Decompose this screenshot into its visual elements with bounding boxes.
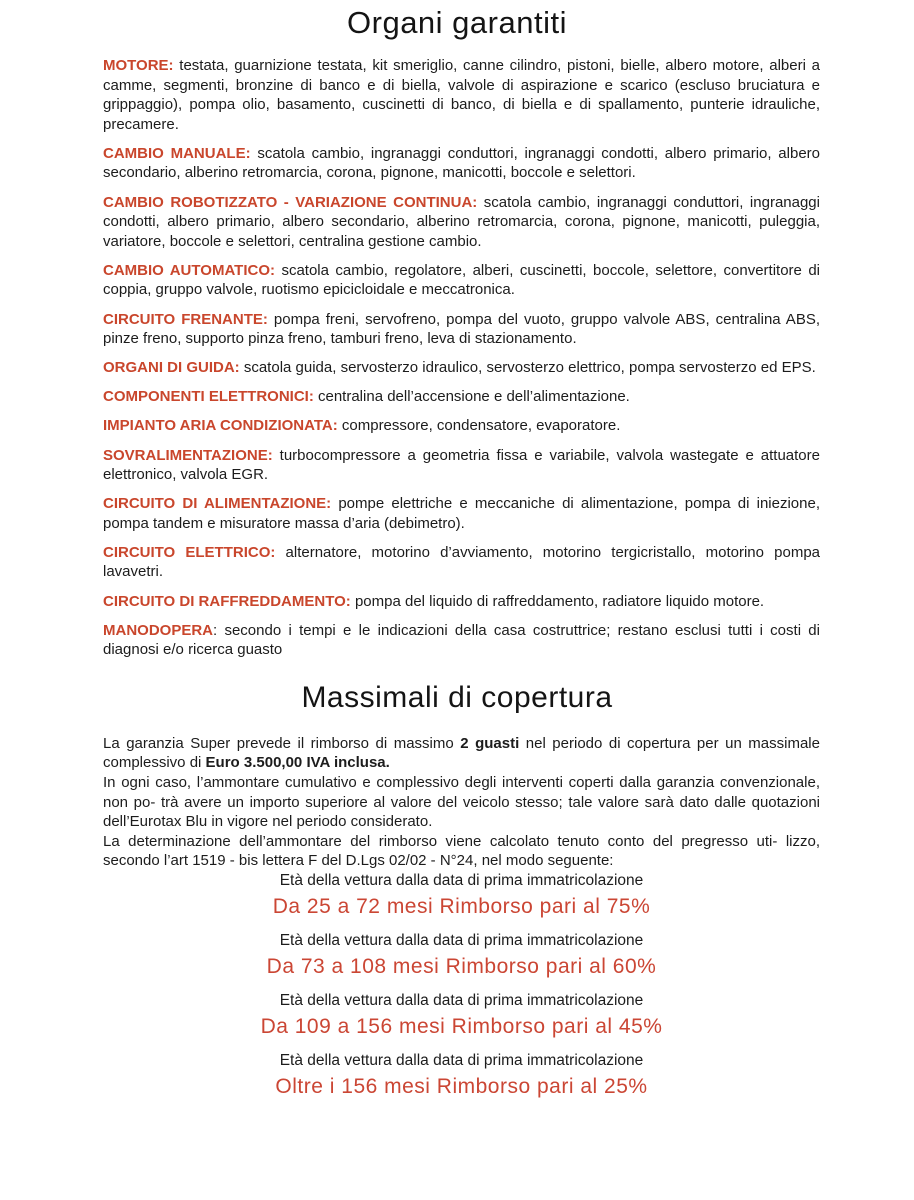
coverage-limits-title: Massimali di copertura <box>301 680 613 714</box>
reimbursement-block <box>103 931 820 980</box>
section-circuito-di-alimentazione <box>103 494 820 533</box>
section-label: CAMBIO MANUALE: <box>103 144 251 162</box>
vehicle-age-label: Età della vettura dalla data di prima immatricolazione <box>279 872 644 889</box>
coverage-paragraph-law-reference: La determinazione dell’ammontare del rimborso viene calcolato tenuto conto del pregresso uti- lizzo, secondo l’art 1519 - bis lettera F del D.Lgs 02/02 - N°24, nel modo seguente: <box>103 832 820 870</box>
section-cambio-robotizzato <box>103 193 820 252</box>
section-motore <box>103 56 820 134</box>
coverage-text: La garanzia Super prevede il rimborso di massimo <box>103 734 461 752</box>
section-label: CIRCUITO FRENANTE: <box>103 310 268 328</box>
organs-title: Organi garantiti <box>347 5 567 40</box>
section-cambio-manuale <box>103 144 820 183</box>
section-circuito-frenante <box>103 310 820 349</box>
section-label: CIRCUITO DI ALIMENTAZIONE: <box>103 495 332 513</box>
coverage-bold-amount: Euro 3.500,00 IVA inclusa. <box>205 754 390 772</box>
section-label: IMPIANTO ARIA CONDIZIONATA: <box>103 417 338 435</box>
section-organi-di-guida <box>103 358 820 378</box>
guaranteed-organs-section <box>0 56 914 660</box>
coverage-bold-claims: 2 guasti <box>460 734 520 752</box>
section-text: centralina dell’accensione e dell’alimentazione. <box>313 388 630 406</box>
vehicle-age-label: Età della vettura dalla data di prima immatricolazione <box>279 932 644 949</box>
coverage-paragraph-vehicle-value: In ogni caso, l’ammontare cumulativo e complessivo degli interventi coperti dalla garanzia convenzionale, non po- trà avere un importo superiore al valore del veicolo stesso; tale valore sarà dato dalle quotazioni dell’Eurotax Blu in vigore nel periodo considerato. <box>103 774 820 831</box>
section-text: scatola cambio, ingranaggi conduttori, ingranaggi condotti, albero primario, albero secondario, alberino retromarcia, corona, pignone, manicotti, puleggia, variatore, boccole e selettori, centralina gestione cambio. <box>103 193 820 250</box>
section-text: pompa del liquido di raffreddamento, radiatore liquido motore. <box>350 592 765 610</box>
reimbursement-value: Da 73 a 108 mesi Rimborso pari al 60% <box>266 955 657 978</box>
section-text: scatola cambio, regolatore, alberi, cuscinetti, boccole, selettore, convertitore di coppia, gruppo valvole, ruotismo epicicloidale e meccatronica. <box>103 261 821 299</box>
section-text: testata, guarnizione testata, kit smeriglio, canne cilindro, pistoni, bielle, albero motore, alberi a camme, segmenti, bronzine di banco e di biella, valvole di aspirazione e scarico (escluso bruciatura e grippaggio), pompa olio, basamento, cuscinetti di banco, di biella e di spallamento, punterie idrauliche, precamere. <box>103 57 820 133</box>
section-label: MOTORE: <box>103 57 174 74</box>
section-circuito-elettrico <box>103 543 820 582</box>
section-label: MANODOPERA <box>103 621 214 639</box>
vehicle-age-label: Età della vettura dalla data di prima immatricolazione <box>279 1052 644 1069</box>
section-text: alternatore, motorino d’avviamento, motorino tergicristallo, motorino pompa lavavetri. <box>103 543 820 581</box>
coverage-limits-section <box>0 734 914 1100</box>
section-sovralimentazione <box>103 446 820 485</box>
section-label: SOVRALIMENTAZIONE: <box>103 446 273 464</box>
section-text: pompa freni, servofreno, pompa del vuoto, gruppo valvole ABS, centralina ABS, pinze freno, supporto pinza freno, tamburi freno, leva di stazionamento. <box>103 310 820 348</box>
section-label: CAMBIO AUTOMATICO: <box>103 261 275 279</box>
reimbursement-value: Oltre i 156 mesi Rimborso pari al 25% <box>275 1075 648 1098</box>
reimbursement-block <box>103 991 820 1040</box>
section-text: scatola cambio, ingranaggi conduttori, ingranaggi condotti, albero primario, albero secondario, alberino retromarcia, corona, pignone, manicotti, boccole e selettori. <box>103 144 821 182</box>
reimbursement-block <box>103 1051 820 1100</box>
section-label: CAMBIO ROBOTIZZATO - VARIAZIONE CONTINUA: <box>103 193 478 211</box>
section-text: pompe elettriche e meccaniche di alimentazione, pompa di iniezione, pompa tandem e misuratore massa d’aria (debimetro). <box>103 495 820 532</box>
section-label: CIRCUITO ELETTRICO: <box>103 543 276 561</box>
coverage-paragraph-max-claims <box>103 734 820 773</box>
section-text: compressore, condensatore, evaporatore. <box>337 417 621 435</box>
reimbursement-value: Da 109 a 156 mesi Rimborso pari al 45% <box>260 1015 663 1038</box>
section-text: scatola guida, servosterzo idraulico, servosterzo elettrico, pompa servosterzo ed EPS. <box>239 359 816 377</box>
section-text: : secondo i tempi e le indicazioni della casa costruttrice; restano esclusi tutti i costi di diagnosi e/o ricerca guasto <box>103 621 820 659</box>
reimbursement-value: Da 25 a 72 mesi Rimborso pari al 75% <box>272 895 651 918</box>
section-componenti-elettronici <box>103 387 820 407</box>
section-manodopera <box>103 621 820 660</box>
vehicle-age-label: Età della vettura dalla data di prima immatricolazione <box>279 992 644 1009</box>
coverage-text: nel periodo di copertura per un massimale complessivo di <box>103 734 820 772</box>
section-label: ORGANI DI GUIDA: <box>103 359 240 377</box>
section-label: CIRCUITO DI RAFFREDDAMENTO: <box>103 592 351 610</box>
section-impianto-aria-condizionata <box>103 416 820 436</box>
reimbursement-block <box>103 871 820 920</box>
section-text: turbocompressore a geometria fissa e variabile, valvola wastegate e attuatore elettronico, valvola EGR. <box>103 446 820 484</box>
section-cambio-automatico <box>103 261 820 300</box>
section-label: COMPONENTI ELETTRONICI: <box>103 388 314 406</box>
section-circuito-di-raffreddamento <box>103 592 820 612</box>
